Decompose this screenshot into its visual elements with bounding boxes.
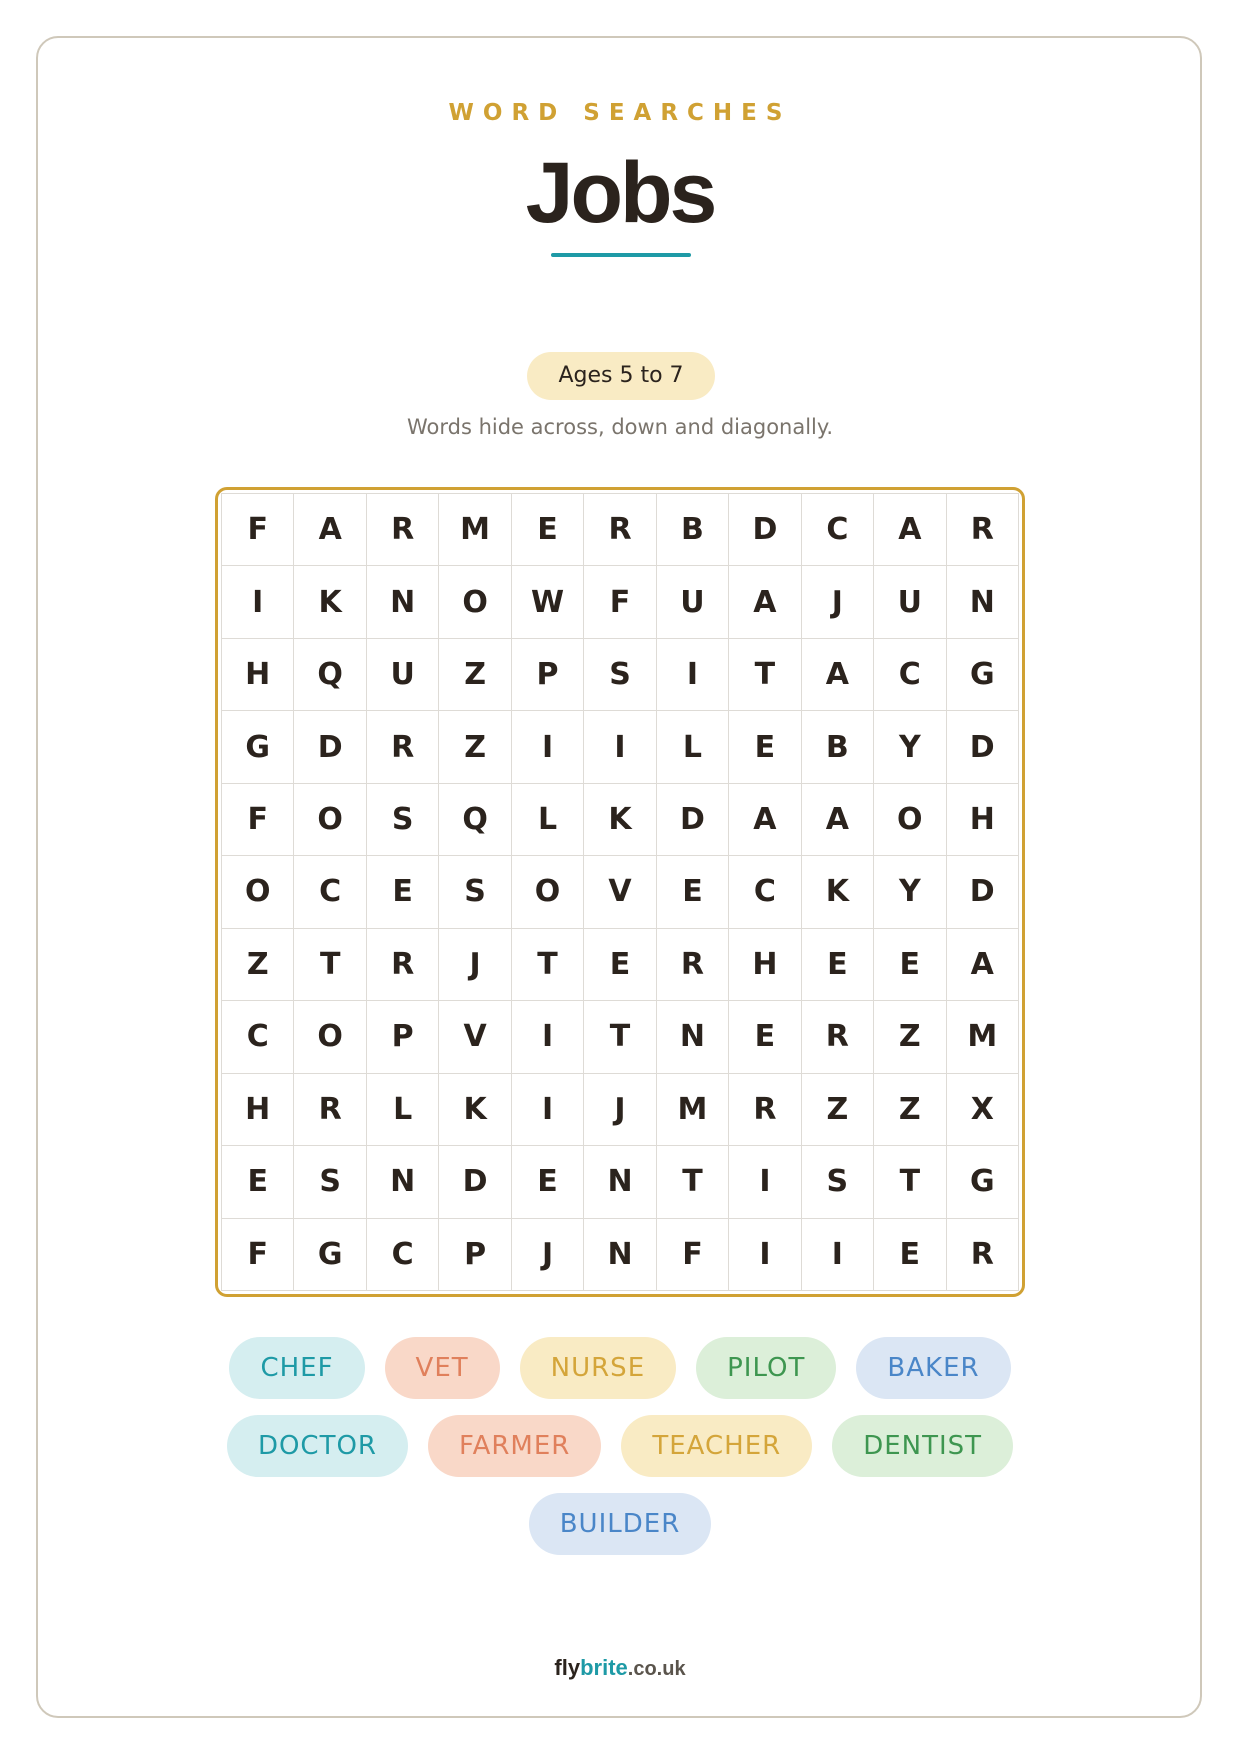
footer-brand (0, 1655, 1240, 1681)
grid-cell[interactable]: J (512, 1219, 584, 1291)
grid-cell[interactable]: O (294, 1001, 366, 1073)
grid-cell[interactable]: O (222, 856, 294, 928)
grid-cell[interactable]: Z (874, 1001, 946, 1073)
word-pill-doctor: DOCTOR (227, 1415, 408, 1477)
grid-cell[interactable]: Q (439, 784, 511, 856)
grid-cell[interactable]: R (367, 711, 439, 783)
word-pill-teacher: TEACHER (621, 1415, 812, 1477)
letter-grid (221, 493, 1019, 1291)
grid-cell[interactable]: R (729, 1074, 801, 1146)
grid-cell[interactable]: Z (802, 1074, 874, 1146)
grid-cell[interactable]: Y (874, 711, 946, 783)
grid-cell[interactable]: L (367, 1074, 439, 1146)
grid-cell[interactable]: R (294, 1074, 366, 1146)
grid-cell[interactable]: A (947, 929, 1019, 1001)
word-pill-builder: BUILDER (529, 1493, 712, 1555)
grid-cell[interactable]: R (367, 494, 439, 566)
grid-cell[interactable]: N (947, 566, 1019, 638)
grid-cell[interactable]: P (439, 1219, 511, 1291)
grid-cell[interactable]: C (874, 639, 946, 711)
grid-cell[interactable]: A (802, 784, 874, 856)
grid-cell[interactable]: C (367, 1219, 439, 1291)
grid-cell[interactable]: E (657, 856, 729, 928)
grid-cell[interactable]: O (439, 566, 511, 638)
grid-cell[interactable]: R (947, 1219, 1019, 1291)
instructions-text: Words hide across, down and diagonally. (406, 415, 834, 439)
grid-cell[interactable]: S (439, 856, 511, 928)
word-pill-pilot: PILOT (696, 1337, 836, 1399)
grid-cell[interactable]: F (222, 494, 294, 566)
grid-cell[interactable]: C (222, 1001, 294, 1073)
grid-cell[interactable]: A (294, 494, 366, 566)
word-list (200, 1337, 1040, 1555)
grid-cell[interactable]: N (584, 1146, 656, 1218)
grid-cell[interactable]: S (584, 639, 656, 711)
word-pill-farmer: FARMER (428, 1415, 601, 1477)
grid-cell[interactable]: F (584, 566, 656, 638)
grid-cell[interactable]: H (729, 929, 801, 1001)
grid-cell[interactable]: L (512, 784, 584, 856)
grid-cell[interactable]: F (222, 1219, 294, 1291)
brand-fly: fly (554, 1655, 581, 1680)
word-pill-nurse: NURSE (520, 1337, 676, 1399)
age-badge: Ages 5 to 7 (527, 352, 715, 400)
grid-cell[interactable]: E (512, 1146, 584, 1218)
word-pill-vet: VET (385, 1337, 500, 1399)
grid-cell[interactable]: T (657, 1146, 729, 1218)
grid-cell[interactable]: D (657, 784, 729, 856)
grid-cell[interactable]: I (729, 1219, 801, 1291)
grid-cell[interactable]: C (729, 856, 801, 928)
grid-cell[interactable]: D (947, 711, 1019, 783)
grid-cell[interactable]: E (802, 929, 874, 1001)
grid-cell[interactable]: T (874, 1146, 946, 1218)
grid-cell[interactable]: R (657, 929, 729, 1001)
grid-cell[interactable]: R (802, 1001, 874, 1073)
title-underline (551, 253, 691, 257)
grid-cell[interactable]: B (802, 711, 874, 783)
brand-domain: .co.uk (627, 1658, 686, 1680)
grid-cell[interactable]: A (729, 566, 801, 638)
grid-cell[interactable]: G (294, 1219, 366, 1291)
grid-cell[interactable]: E (729, 711, 801, 783)
grid-cell[interactable]: X (947, 1074, 1019, 1146)
grid-cell[interactable]: I (657, 639, 729, 711)
grid-cell[interactable]: P (512, 639, 584, 711)
grid-cell[interactable]: O (294, 784, 366, 856)
grid-cell[interactable]: V (439, 1001, 511, 1073)
grid-cell[interactable]: J (584, 1074, 656, 1146)
grid-cell[interactable]: H (222, 1074, 294, 1146)
grid-cell[interactable]: U (367, 639, 439, 711)
word-search-grid (215, 487, 1025, 1297)
brand-brite: brite (580, 1655, 628, 1680)
grid-cell[interactable]: Q (294, 639, 366, 711)
grid-cell[interactable]: S (802, 1146, 874, 1218)
grid-cell[interactable]: L (657, 711, 729, 783)
grid-cell[interactable]: C (294, 856, 366, 928)
grid-cell[interactable]: Z (874, 1074, 946, 1146)
grid-cell[interactable]: T (729, 639, 801, 711)
grid-cell[interactable]: K (802, 856, 874, 928)
grid-cell[interactable]: I (802, 1219, 874, 1291)
grid-cell[interactable]: D (294, 711, 366, 783)
grid-cell[interactable]: O (874, 784, 946, 856)
grid-cell[interactable]: Y (874, 856, 946, 928)
grid-cell[interactable]: E (874, 929, 946, 1001)
grid-cell[interactable]: S (367, 784, 439, 856)
grid-cell[interactable]: I (512, 1074, 584, 1146)
grid-cell[interactable]: A (802, 639, 874, 711)
grid-cell[interactable]: J (439, 929, 511, 1001)
grid-cell[interactable]: V (584, 856, 656, 928)
grid-cell[interactable]: T (512, 929, 584, 1001)
grid-cell[interactable]: Z (222, 929, 294, 1001)
grid-cell[interactable]: M (439, 494, 511, 566)
grid-cell[interactable]: Z (439, 639, 511, 711)
grid-cell[interactable]: T (294, 929, 366, 1001)
grid-cell[interactable]: I (222, 566, 294, 638)
grid-cell[interactable]: F (657, 1219, 729, 1291)
grid-cell[interactable]: O (512, 856, 584, 928)
grid-cell[interactable]: E (512, 494, 584, 566)
grid-cell[interactable]: D (947, 856, 1019, 928)
section-kicker: WORD SEARCHES (448, 100, 792, 126)
grid-cell[interactable]: N (584, 1219, 656, 1291)
grid-cell[interactable]: W (512, 566, 584, 638)
grid-cell[interactable]: H (222, 639, 294, 711)
grid-cell[interactable]: Z (439, 711, 511, 783)
grid-cell[interactable]: E (874, 1219, 946, 1291)
grid-cell[interactable]: B (657, 494, 729, 566)
grid-cell[interactable]: J (802, 566, 874, 638)
grid-cell[interactable]: T (584, 1001, 656, 1073)
grid-cell[interactable]: K (439, 1074, 511, 1146)
word-pill-dentist: DENTIST (832, 1415, 1013, 1477)
grid-cell[interactable]: E (584, 929, 656, 1001)
grid-cell[interactable]: P (367, 1001, 439, 1073)
grid-cell[interactable]: A (729, 784, 801, 856)
grid-cell[interactable]: R (584, 494, 656, 566)
grid-cell[interactable]: N (367, 1146, 439, 1218)
grid-cell[interactable]: I (512, 711, 584, 783)
grid-cell[interactable]: K (584, 784, 656, 856)
grid-cell[interactable]: A (874, 494, 946, 566)
grid-cell[interactable]: R (367, 929, 439, 1001)
grid-cell[interactable]: I (512, 1001, 584, 1073)
word-pill-baker: BAKER (856, 1337, 1010, 1399)
grid-cell[interactable]: D (439, 1146, 511, 1218)
grid-cell[interactable]: F (222, 784, 294, 856)
grid-cell[interactable]: N (367, 566, 439, 638)
grid-cell[interactable]: U (657, 566, 729, 638)
grid-cell[interactable]: G (947, 1146, 1019, 1218)
grid-cell[interactable]: D (729, 494, 801, 566)
grid-cell[interactable]: S (294, 1146, 366, 1218)
grid-cell[interactable]: K (294, 566, 366, 638)
grid-cell[interactable]: G (222, 711, 294, 783)
word-pill-chef: CHEF (229, 1337, 364, 1399)
grid-cell[interactable]: U (874, 566, 946, 638)
grid-cell[interactable]: M (947, 1001, 1019, 1073)
grid-cell[interactable]: E (222, 1146, 294, 1218)
grid-cell[interactable]: I (584, 711, 656, 783)
grid-cell[interactable]: E (729, 1001, 801, 1073)
grid-cell[interactable]: C (802, 494, 874, 566)
grid-cell[interactable]: E (367, 856, 439, 928)
grid-cell[interactable]: I (729, 1146, 801, 1218)
grid-cell[interactable]: H (947, 784, 1019, 856)
grid-cell[interactable]: R (947, 494, 1019, 566)
grid-cell[interactable]: M (657, 1074, 729, 1146)
grid-cell[interactable]: N (657, 1001, 729, 1073)
grid-cell[interactable]: G (947, 639, 1019, 711)
page-title: Jobs (525, 145, 715, 241)
